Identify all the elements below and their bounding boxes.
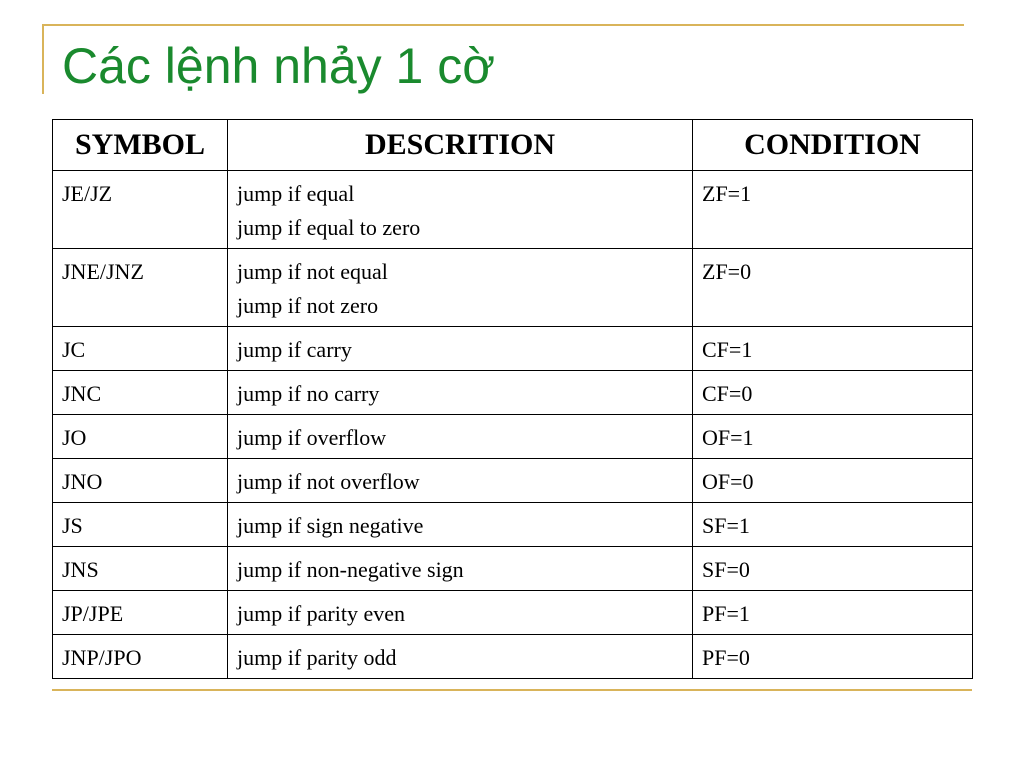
symbol-cell: JC — [53, 327, 228, 371]
symbol-cell: JNP/JPO — [53, 635, 228, 679]
condition-cell: SF=1 — [693, 503, 973, 547]
table-row — [53, 547, 973, 591]
table-row — [53, 371, 973, 415]
table-row — [53, 635, 973, 679]
symbol-cell: JNS — [53, 547, 228, 591]
description-cell: jump if non-negative sign — [228, 547, 693, 591]
symbol-cell: JNO — [53, 459, 228, 503]
header-symbol: SYMBOL — [53, 120, 228, 171]
table-row — [53, 171, 973, 249]
description-cell: jump if not overflow — [228, 459, 693, 503]
condition-cell: PF=0 — [693, 635, 973, 679]
description-cell: jump if parity odd — [228, 635, 693, 679]
header-description: DESCRITION — [228, 120, 693, 171]
condition-cell: OF=1 — [693, 415, 973, 459]
condition-cell: ZF=1 — [693, 171, 973, 249]
description-cell: jump if parity even — [228, 591, 693, 635]
left-accent-rule — [42, 24, 44, 94]
table-header-row — [53, 120, 973, 171]
condition-cell: SF=0 — [693, 547, 973, 591]
slide-title: Các lệnh nhảy 1 cờ — [62, 38, 496, 94]
condition-cell: OF=0 — [693, 459, 973, 503]
symbol-cell: JO — [53, 415, 228, 459]
description-cell: jump if sign negative — [228, 503, 693, 547]
bottom-accent-rule — [52, 689, 972, 691]
description-cell — [228, 249, 693, 327]
description-cell: jump if overflow — [228, 415, 693, 459]
symbol-cell: JP/JPE — [53, 591, 228, 635]
condition-cell: PF=1 — [693, 591, 973, 635]
condition-cell: ZF=0 — [693, 249, 973, 327]
description-cell: jump if no carry — [228, 371, 693, 415]
condition-cell: CF=1 — [693, 327, 973, 371]
description-line: jump if equal to zero — [237, 215, 421, 240]
description-line: jump if not equal — [237, 259, 388, 284]
table-row — [53, 503, 973, 547]
jump-instructions-table — [52, 119, 973, 679]
table-row — [53, 249, 973, 327]
table-row — [53, 459, 973, 503]
top-accent-rule — [42, 24, 964, 26]
description-cell: jump if carry — [228, 327, 693, 371]
header-condition: CONDITION — [693, 120, 973, 171]
symbol-cell: JNE/JNZ — [53, 249, 228, 327]
table-row — [53, 415, 973, 459]
description-cell — [228, 171, 693, 249]
table-row — [53, 591, 973, 635]
condition-cell: CF=0 — [693, 371, 973, 415]
symbol-cell: JNC — [53, 371, 228, 415]
table-row — [53, 327, 973, 371]
symbol-cell: JE/JZ — [53, 171, 228, 249]
symbol-cell: JS — [53, 503, 228, 547]
description-line: jump if equal — [237, 181, 355, 206]
description-line: jump if not zero — [237, 293, 379, 318]
